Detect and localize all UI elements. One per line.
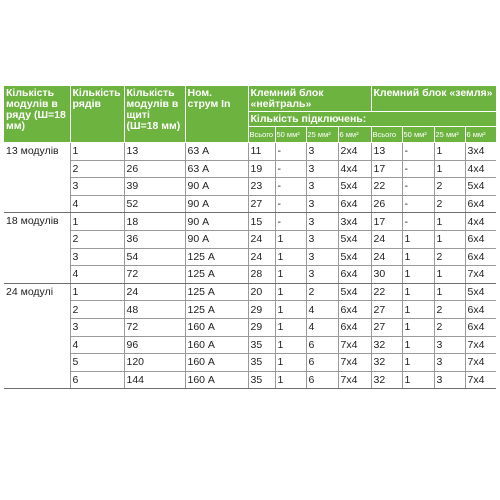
table-cell: 7x4	[465, 266, 496, 284]
header-connections: Кількість підключень:	[248, 112, 496, 127]
table-cell: 1	[275, 371, 306, 389]
table-cell: 26	[124, 160, 185, 178]
table-cell: 7x4	[338, 354, 371, 372]
subheader-neutral-25mm2: 25 мм²	[306, 127, 338, 143]
table-cell: 1	[434, 283, 465, 301]
table-cell: 3	[434, 336, 465, 354]
table-row	[4, 266, 496, 284]
table-row	[4, 230, 496, 248]
table-row	[4, 195, 496, 213]
table-cell: 7x4	[465, 354, 496, 372]
table-cell: 27	[371, 318, 402, 336]
table-cell: 6	[306, 354, 338, 372]
table-cell: 17	[371, 213, 402, 231]
table-cell: 3	[306, 230, 338, 248]
table-cell: 6	[70, 371, 124, 389]
table-header	[4, 86, 496, 143]
table-cell: 1	[434, 230, 465, 248]
table-cell: 35	[248, 354, 275, 372]
table-cell: 2	[434, 195, 465, 213]
table-cell: 2	[70, 230, 124, 248]
table-cell: 1	[275, 283, 306, 301]
table-cell: 3	[70, 318, 124, 336]
table-cell: 2	[70, 160, 124, 178]
table-cell: 1	[434, 213, 465, 231]
table-cell: -	[275, 178, 306, 196]
table-cell: 1	[402, 318, 434, 336]
table-cell: 72	[124, 318, 185, 336]
table-cell: 3	[306, 213, 338, 231]
table-cell: 4x4	[465, 213, 496, 231]
table-cell: 24	[248, 230, 275, 248]
table-cell: -	[275, 213, 306, 231]
table-cell: 2	[434, 248, 465, 266]
modules-table	[4, 86, 496, 389]
table-cell: 28	[248, 266, 275, 284]
table-cell: 2	[434, 178, 465, 196]
subheader-earth-50mm2: 50 мм²	[402, 127, 434, 143]
table-cell: 17	[371, 160, 402, 178]
table-row	[4, 301, 496, 319]
table-cell: 6x4	[338, 195, 371, 213]
header-modules-in-row: Кількість модулів в ряду (Ш=18 мм)	[4, 86, 70, 143]
table-cell: 1	[402, 248, 434, 266]
table-cell: 4x4	[338, 160, 371, 178]
table-cell: 6x4	[465, 248, 496, 266]
table-row	[4, 178, 496, 196]
subheader-earth-6mm2: 6 мм²	[465, 127, 496, 143]
table-cell: 5	[70, 354, 124, 372]
table-cell: 1	[402, 230, 434, 248]
table-row	[4, 160, 496, 178]
table-cell: 22	[371, 178, 402, 196]
header-rows-count: Кількість рядів	[70, 86, 124, 143]
table-cell: -	[275, 160, 306, 178]
table-cell: 6x4	[465, 230, 496, 248]
table-cell: 96	[124, 336, 185, 354]
table-cell: 24	[248, 248, 275, 266]
table-cell: 5x4	[338, 283, 371, 301]
table-cell: 90 А	[185, 213, 248, 231]
table-cell: 7x4	[465, 336, 496, 354]
table-cell: 52	[124, 195, 185, 213]
group-label: 13 модулів	[4, 143, 70, 213]
table-cell: 1	[70, 213, 124, 231]
table-cell: 24	[371, 230, 402, 248]
table-cell: 1	[275, 230, 306, 248]
table-cell: 3	[306, 160, 338, 178]
table-cell: 3	[306, 248, 338, 266]
table-cell: 4x4	[465, 160, 496, 178]
table-cell: -	[275, 143, 306, 161]
header-earth-block: Клемний блок «земля»	[371, 86, 496, 112]
table-cell: 1	[434, 266, 465, 284]
table-cell: 6x4	[338, 301, 371, 319]
table-cell: 1	[402, 371, 434, 389]
table-cell: 125 А	[185, 248, 248, 266]
table-cell: 6x4	[338, 266, 371, 284]
table-cell: 3	[434, 354, 465, 372]
subheader-neutral-6mm2: 6 мм²	[338, 127, 371, 143]
table-cell: 4	[70, 195, 124, 213]
table-cell: 13	[371, 143, 402, 161]
table-cell: 1	[402, 336, 434, 354]
table-cell: 24	[124, 283, 185, 301]
table-cell: 1	[70, 283, 124, 301]
table-cell: 1	[275, 318, 306, 336]
table-cell: 3	[70, 178, 124, 196]
table-cell: 48	[124, 301, 185, 319]
table-row	[4, 143, 496, 161]
table-cell: 6x4	[338, 318, 371, 336]
table-cell: 29	[248, 301, 275, 319]
subheader-neutral-total: Всього	[248, 127, 275, 143]
table-cell: 4	[70, 266, 124, 284]
table-cell: 5x4	[338, 178, 371, 196]
subheader-earth-25mm2: 25 мм²	[434, 127, 465, 143]
table-cell: 36	[124, 230, 185, 248]
table-cell: 35	[248, 336, 275, 354]
header-rated-current: Ном. струм In	[185, 86, 248, 143]
table-cell: 1	[275, 301, 306, 319]
table-row	[4, 336, 496, 354]
table-cell: 6x4	[465, 301, 496, 319]
table-cell: 23	[248, 178, 275, 196]
table-cell: 1	[275, 248, 306, 266]
table-cell: 3x4	[465, 143, 496, 161]
table-cell: 2	[434, 301, 465, 319]
table-cell: 160 А	[185, 318, 248, 336]
table-cell: 1	[402, 301, 434, 319]
table-cell: 11	[248, 143, 275, 161]
table-cell: 1	[70, 143, 124, 161]
table-cell: 32	[371, 336, 402, 354]
table-cell: 54	[124, 248, 185, 266]
table-row	[4, 371, 496, 389]
table-cell: 24	[371, 248, 402, 266]
table-cell: 39	[124, 178, 185, 196]
table-cell: 4	[306, 301, 338, 319]
table-cell: 1	[275, 336, 306, 354]
table-cell: 6	[306, 336, 338, 354]
table-cell: 7x4	[338, 336, 371, 354]
table-cell: 29	[248, 318, 275, 336]
table-cell: 6	[306, 371, 338, 389]
table-cell: 125 А	[185, 301, 248, 319]
table-cell: 3	[306, 266, 338, 284]
table-cell: 35	[248, 371, 275, 389]
table-cell: 1	[402, 283, 434, 301]
table-cell: 120	[124, 354, 185, 372]
subheader-earth-total: Всього	[371, 127, 402, 143]
table-cell: 19	[248, 160, 275, 178]
table-cell: 2	[434, 318, 465, 336]
table-cell: 125 А	[185, 266, 248, 284]
table-cell: 32	[371, 354, 402, 372]
table-cell: 125 А	[185, 283, 248, 301]
table-cell: 3x4	[338, 213, 371, 231]
table-cell: 1	[402, 266, 434, 284]
table-cell: 3	[306, 195, 338, 213]
table-cell: 1	[434, 143, 465, 161]
table-cell: 3	[306, 143, 338, 161]
table-cell: 1	[275, 266, 306, 284]
table-row	[4, 354, 496, 372]
table-cell: 160 А	[185, 354, 248, 372]
header-neutral-block: Клемний блок «нейтраль»	[248, 86, 371, 112]
table-row	[4, 283, 496, 301]
table-cell: 1	[275, 354, 306, 372]
table-cell: 22	[371, 283, 402, 301]
subheader-neutral-50mm2: 50 мм²	[275, 127, 306, 143]
table-cell: 90 А	[185, 178, 248, 196]
table-cell: 2x4	[338, 143, 371, 161]
table-cell: 2	[306, 283, 338, 301]
header-modules-in-board: Кількість модулів в щиті (Ш=18 мм)	[124, 86, 185, 143]
table-body	[4, 143, 496, 389]
table-cell: 144	[124, 371, 185, 389]
table-cell: 26	[371, 195, 402, 213]
table-cell: 1	[434, 160, 465, 178]
table-cell: 20	[248, 283, 275, 301]
table-cell: 3	[306, 178, 338, 196]
table-cell: 63 А	[185, 143, 248, 161]
table-cell: 1	[402, 354, 434, 372]
table-cell: 63 А	[185, 160, 248, 178]
table-row	[4, 318, 496, 336]
table-cell: 160 А	[185, 336, 248, 354]
table-cell: 27	[371, 301, 402, 319]
table-cell: 5x4	[465, 283, 496, 301]
table-cell: 32	[371, 371, 402, 389]
table-cell: 5x4	[465, 178, 496, 196]
table-cell: 7x4	[338, 371, 371, 389]
table-cell: 30	[371, 266, 402, 284]
table-cell: -	[402, 178, 434, 196]
group-label: 24 модулі	[4, 283, 70, 389]
table-cell: 5x4	[338, 248, 371, 266]
table-cell: -	[275, 195, 306, 213]
table-row	[4, 248, 496, 266]
table-cell: 15	[248, 213, 275, 231]
table-cell: 27	[248, 195, 275, 213]
table-cell: 13	[124, 143, 185, 161]
table-cell: -	[402, 160, 434, 178]
table-cell: 18	[124, 213, 185, 231]
table-cell: -	[402, 195, 434, 213]
table-cell: 3	[70, 248, 124, 266]
table-cell: 5x4	[338, 230, 371, 248]
table-cell: 90 А	[185, 230, 248, 248]
table-cell: 90 А	[185, 195, 248, 213]
table-cell: 2	[70, 301, 124, 319]
table-cell: 72	[124, 266, 185, 284]
table-row	[4, 213, 496, 231]
table-cell: 6x4	[465, 195, 496, 213]
table-cell: 6x4	[465, 318, 496, 336]
group-label: 18 модулів	[4, 213, 70, 283]
table-cell: 4	[306, 318, 338, 336]
table-cell: -	[402, 213, 434, 231]
table-cell: 3	[434, 371, 465, 389]
table-cell: 4	[70, 336, 124, 354]
table-cell: 160 А	[185, 371, 248, 389]
table-cell: -	[402, 143, 434, 161]
table-cell: 7x4	[465, 371, 496, 389]
